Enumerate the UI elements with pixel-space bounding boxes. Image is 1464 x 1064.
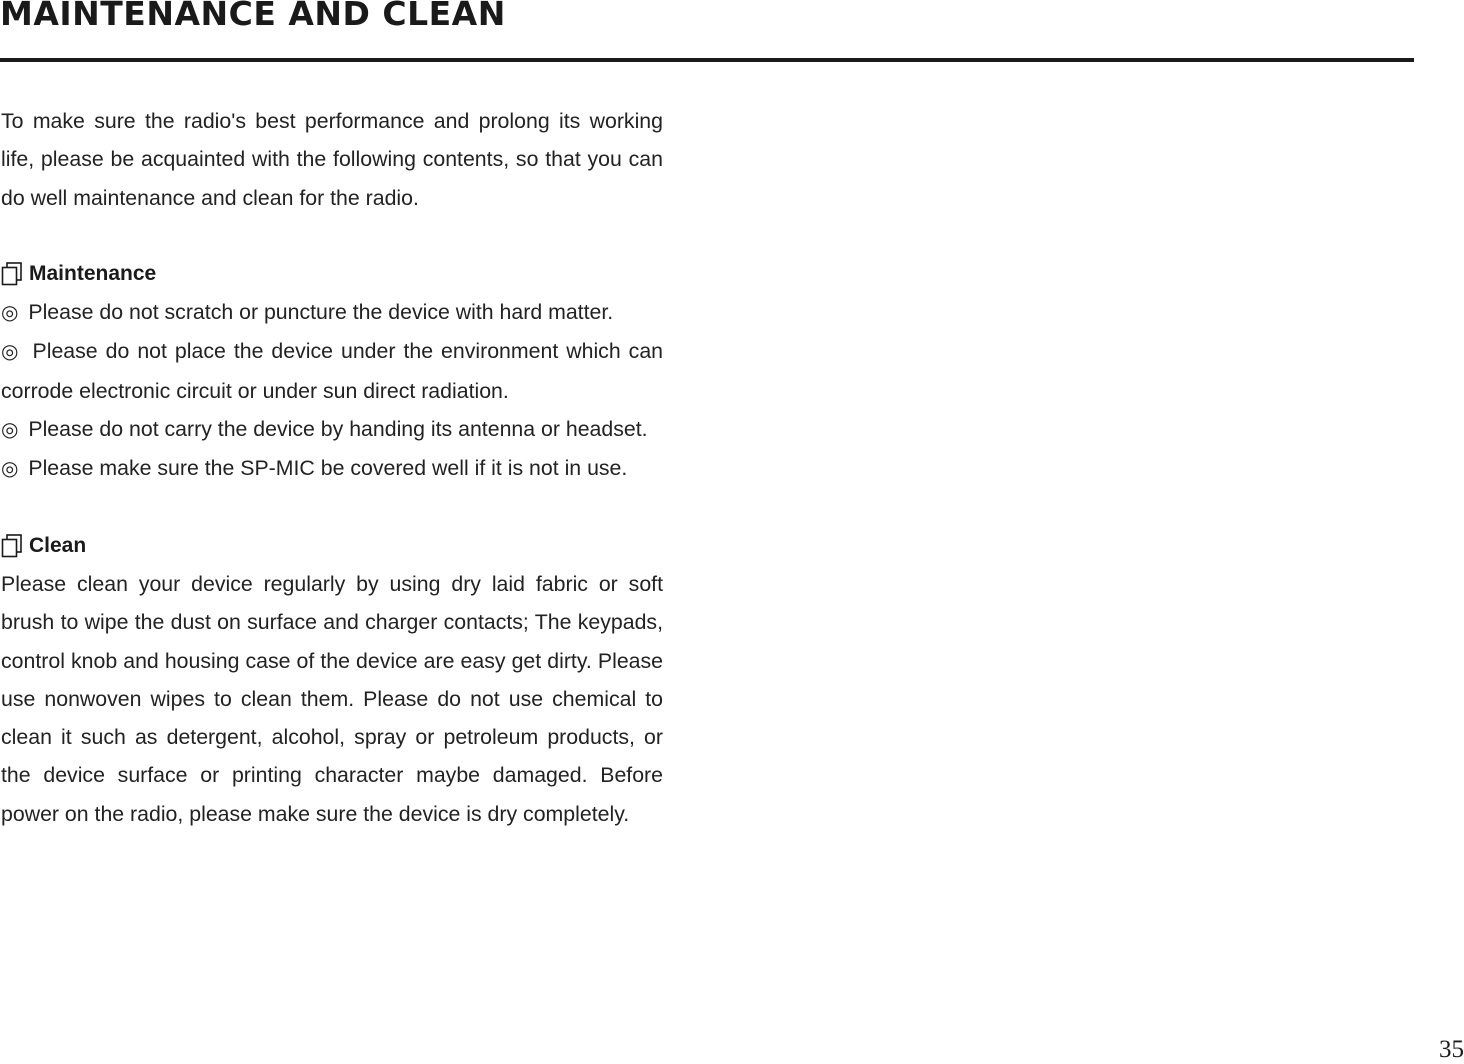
- maintenance-item-text: Please do not place the device under the environment which can corrode electronic circuit or under sun direct radiation.: [1, 339, 664, 403]
- clean-section: [1, 527, 663, 833]
- maintenance-item: [1, 449, 663, 488]
- maintenance-item: [1, 293, 663, 332]
- section-spacer: [1, 489, 663, 527]
- bullet-icon: ◎: [1, 458, 19, 481]
- page-title: MAINTENANCE AND CLEAN: [0, 0, 506, 33]
- maintenance-item: [1, 332, 663, 410]
- intro-paragraph: To make sure the radio's best performance and prolong its working life, please be acquainted with the following contents, so that you can do well maintenance and clean for the radio.: [1, 109, 663, 210]
- maintenance-item-text: Please do not carry the device by handing its antenna or headset.: [28, 417, 648, 442]
- page-number: 35: [1439, 1036, 1464, 1063]
- page-content: [1, 102, 663, 833]
- maintenance-heading: [1, 255, 663, 293]
- title-divider: [0, 58, 1414, 62]
- bullet-icon: ◎: [1, 419, 19, 442]
- clean-paragraph: Please clean your device regularly by using dry laid fabric or soft brush to wipe the dust on surface and charger contacts; The keypads, control knob and housing case of the device are easy get dirty. Please use nonwoven wipes to clean them. Please do not use chemical to clean it such as detergent, alcohol, spray or petroleum products, or the device surface or printing character maybe damaged. Before power on the radio, please make sure the device is dry completely.: [1, 571, 663, 826]
- bullet-icon: ◎: [1, 341, 21, 364]
- bullet-icon: ◎: [1, 302, 19, 325]
- maintenance-item: [1, 410, 663, 449]
- document-stack-icon: [1, 534, 23, 558]
- document-stack-icon: [1, 262, 23, 286]
- maintenance-item-text: Please make sure the SP-MIC be covered well if it is not in use.: [28, 456, 628, 481]
- maintenance-heading-label: Maintenance: [29, 262, 157, 286]
- maintenance-item-text: Please do not scratch or puncture the device with hard matter.: [28, 300, 614, 325]
- clean-heading: [1, 527, 663, 565]
- clean-heading-label: Clean: [29, 533, 87, 557]
- maintenance-section: [1, 255, 663, 489]
